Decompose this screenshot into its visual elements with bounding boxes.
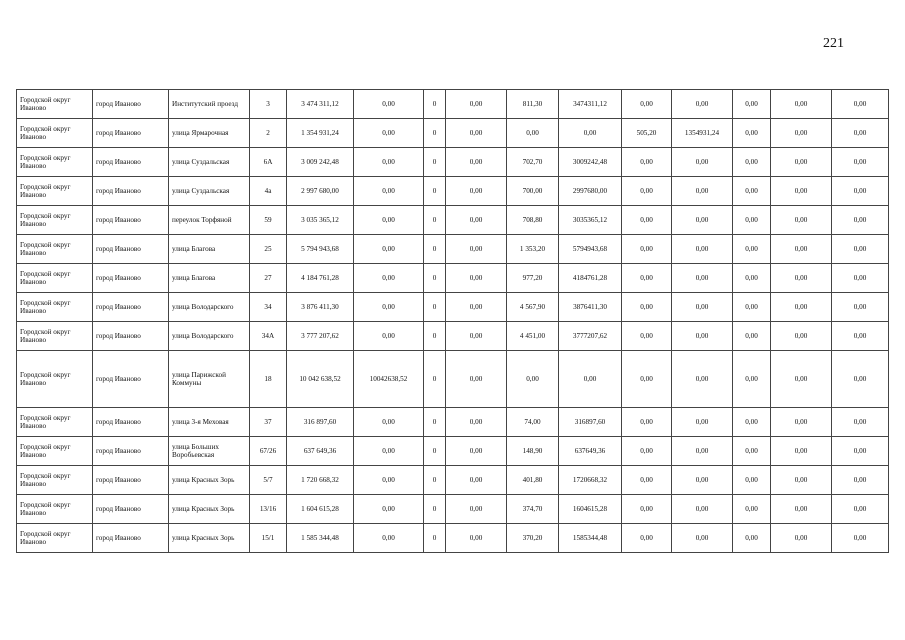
total-cost-cell: 637 649,36: [287, 437, 354, 466]
street-cell: улица Красных Зорь: [169, 495, 250, 524]
area-cell: 370,20: [507, 524, 559, 553]
value-cell: 0,00: [672, 322, 733, 351]
value-cell: 0,00: [771, 293, 832, 322]
area-cell: 0,00: [733, 408, 771, 437]
house-number-cell: 15/1: [250, 524, 287, 553]
value-cell: 0,00: [832, 466, 889, 495]
value-cell: 0,00: [446, 495, 507, 524]
value-cell: 0,00: [354, 119, 424, 148]
value-cell: 3474311,12: [559, 90, 622, 119]
value-cell: 0,00: [832, 206, 889, 235]
value-cell: 0,00: [771, 351, 832, 408]
house-number-cell: 59: [250, 206, 287, 235]
municipality-cell: Городской округ Иваново: [17, 148, 93, 177]
value-cell: 0,00: [771, 90, 832, 119]
value-cell: 0,00: [446, 206, 507, 235]
house-number-cell: 5/7: [250, 466, 287, 495]
area-cell: 0,00: [733, 119, 771, 148]
value-cell: 0,00: [446, 293, 507, 322]
area-cell: 74,00: [507, 408, 559, 437]
municipality-cell: Городской округ Иваново: [17, 351, 93, 408]
total-cost-cell: 3 009 242,48: [287, 148, 354, 177]
area-cell: 0,00: [622, 90, 672, 119]
area-cell: 0,00: [622, 206, 672, 235]
area-cell: 0,00: [733, 524, 771, 553]
street-cell: улица Красных Зорь: [169, 466, 250, 495]
settlement-cell: город Иваново: [93, 495, 169, 524]
value-cell: 0,00: [446, 408, 507, 437]
value-cell: 0,00: [771, 408, 832, 437]
area-cell: 0,00: [733, 177, 771, 206]
value-cell: 0,00: [832, 264, 889, 293]
area-cell: 0,00: [733, 437, 771, 466]
table-row: [17, 322, 889, 351]
table-row: [17, 235, 889, 264]
settlement-cell: город Иваново: [93, 524, 169, 553]
area-cell: 401,80: [507, 466, 559, 495]
value-cell: 0,00: [354, 408, 424, 437]
area-cell: 0,00: [733, 235, 771, 264]
area-cell: 0,00: [622, 235, 672, 264]
value-cell: 0,00: [446, 148, 507, 177]
table-row: [17, 148, 889, 177]
area-cell: 0,00: [622, 408, 672, 437]
value-cell: 0,00: [446, 235, 507, 264]
settlement-cell: город Иваново: [93, 437, 169, 466]
value-cell: 0,00: [672, 235, 733, 264]
settlement-cell: город Иваново: [93, 90, 169, 119]
street-cell: улица Суздальская: [169, 177, 250, 206]
value-cell: 0,00: [771, 235, 832, 264]
house-number-cell: 34А: [250, 322, 287, 351]
municipality-cell: Городской округ Иваново: [17, 322, 93, 351]
value-cell: 0,00: [446, 264, 507, 293]
value-cell: 10042638,52: [354, 351, 424, 408]
value-cell: 0,00: [771, 466, 832, 495]
table-row: [17, 90, 889, 119]
value-cell: 0,00: [771, 322, 832, 351]
value-cell: 0,00: [354, 322, 424, 351]
table-row: [17, 119, 889, 148]
value-cell: 3876411,30: [559, 293, 622, 322]
house-number-cell: 6А: [250, 148, 287, 177]
value-cell: 637649,36: [559, 437, 622, 466]
area-cell: 0,00: [507, 351, 559, 408]
value-cell: 0,00: [354, 495, 424, 524]
municipality-cell: Городской округ Иваново: [17, 495, 93, 524]
value-cell: 0,00: [672, 177, 733, 206]
table-row: [17, 437, 889, 466]
value-cell: 0,00: [672, 148, 733, 177]
registry-table: [16, 89, 889, 553]
value-cell: 0,00: [832, 235, 889, 264]
value-cell: 0,00: [559, 351, 622, 408]
count-cell: 0: [424, 408, 446, 437]
total-cost-cell: 3 876 411,30: [287, 293, 354, 322]
value-cell: 5794943,68: [559, 235, 622, 264]
settlement-cell: город Иваново: [93, 235, 169, 264]
area-cell: 505,20: [622, 119, 672, 148]
municipality-cell: Городской округ Иваново: [17, 293, 93, 322]
area-cell: 0,00: [733, 264, 771, 293]
value-cell: 0,00: [354, 466, 424, 495]
value-cell: 0,00: [446, 437, 507, 466]
area-cell: 977,20: [507, 264, 559, 293]
value-cell: 0,00: [832, 148, 889, 177]
total-cost-cell: 1 604 615,28: [287, 495, 354, 524]
table-row: [17, 293, 889, 322]
count-cell: 0: [424, 437, 446, 466]
street-cell: Институтский проезд: [169, 90, 250, 119]
total-cost-cell: 1 585 344,48: [287, 524, 354, 553]
count-cell: 0: [424, 495, 446, 524]
total-cost-cell: 3 474 311,12: [287, 90, 354, 119]
count-cell: 0: [424, 206, 446, 235]
area-cell: 374,70: [507, 495, 559, 524]
count-cell: 0: [424, 119, 446, 148]
house-number-cell: 13/16: [250, 495, 287, 524]
value-cell: 0,00: [672, 466, 733, 495]
table-row: [17, 466, 889, 495]
value-cell: 0,00: [672, 495, 733, 524]
area-cell: 0,00: [733, 495, 771, 524]
area-cell: 4 567,90: [507, 293, 559, 322]
street-cell: улица Володарского: [169, 293, 250, 322]
settlement-cell: город Иваново: [93, 408, 169, 437]
value-cell: 0,00: [672, 206, 733, 235]
value-cell: 0,00: [771, 177, 832, 206]
table-row: [17, 177, 889, 206]
value-cell: 0,00: [672, 264, 733, 293]
total-cost-cell: 3 035 365,12: [287, 206, 354, 235]
area-cell: 811,30: [507, 90, 559, 119]
street-cell: улица Красных Зорь: [169, 524, 250, 553]
municipality-cell: Городской округ Иваново: [17, 408, 93, 437]
value-cell: 0,00: [354, 235, 424, 264]
area-cell: 4 451,00: [507, 322, 559, 351]
area-cell: 0,00: [622, 495, 672, 524]
value-cell: 0,00: [832, 293, 889, 322]
value-cell: 0,00: [446, 466, 507, 495]
value-cell: 0,00: [446, 90, 507, 119]
table-row: [17, 351, 889, 408]
table-row: [17, 264, 889, 293]
count-cell: 0: [424, 466, 446, 495]
area-cell: 0,00: [622, 322, 672, 351]
value-cell: 0,00: [672, 524, 733, 553]
value-cell: 0,00: [672, 293, 733, 322]
area-cell: 0,00: [622, 351, 672, 408]
value-cell: 3009242,48: [559, 148, 622, 177]
value-cell: 0,00: [354, 264, 424, 293]
value-cell: 0,00: [559, 119, 622, 148]
settlement-cell: город Иваново: [93, 177, 169, 206]
count-cell: 0: [424, 351, 446, 408]
house-number-cell: 27: [250, 264, 287, 293]
value-cell: 1585344,48: [559, 524, 622, 553]
total-cost-cell: 1 720 668,32: [287, 466, 354, 495]
street-cell: улица 3-я Меховая: [169, 408, 250, 437]
value-cell: 0,00: [672, 351, 733, 408]
value-cell: 0,00: [354, 148, 424, 177]
page-number: 221: [823, 36, 844, 51]
house-number-cell: 18: [250, 351, 287, 408]
settlement-cell: город Иваново: [93, 322, 169, 351]
settlement-cell: город Иваново: [93, 351, 169, 408]
municipality-cell: Городской округ Иваново: [17, 466, 93, 495]
count-cell: 0: [424, 293, 446, 322]
table-row: [17, 408, 889, 437]
value-cell: 0,00: [832, 177, 889, 206]
street-cell: улица Благова: [169, 264, 250, 293]
area-cell: 708,80: [507, 206, 559, 235]
value-cell: 0,00: [832, 408, 889, 437]
value-cell: 1720668,32: [559, 466, 622, 495]
area-cell: 148,90: [507, 437, 559, 466]
settlement-cell: город Иваново: [93, 264, 169, 293]
count-cell: 0: [424, 148, 446, 177]
value-cell: 0,00: [771, 119, 832, 148]
registry-table-body: [17, 90, 889, 553]
house-number-cell: 4а: [250, 177, 287, 206]
value-cell: 0,00: [672, 408, 733, 437]
area-cell: 0,00: [622, 177, 672, 206]
value-cell: 0,00: [832, 322, 889, 351]
value-cell: 0,00: [832, 495, 889, 524]
area-cell: 0,00: [622, 148, 672, 177]
value-cell: 0,00: [672, 437, 733, 466]
value-cell: 0,00: [832, 437, 889, 466]
settlement-cell: город Иваново: [93, 119, 169, 148]
area-cell: 0,00: [733, 90, 771, 119]
value-cell: 0,00: [771, 495, 832, 524]
value-cell: 1354931,24: [672, 119, 733, 148]
house-number-cell: 34: [250, 293, 287, 322]
municipality-cell: Городской округ Иваново: [17, 177, 93, 206]
area-cell: 700,00: [507, 177, 559, 206]
count-cell: 0: [424, 90, 446, 119]
area-cell: 702,70: [507, 148, 559, 177]
house-number-cell: 25: [250, 235, 287, 264]
settlement-cell: город Иваново: [93, 148, 169, 177]
area-cell: 0,00: [733, 351, 771, 408]
count-cell: 0: [424, 235, 446, 264]
value-cell: 0,00: [672, 90, 733, 119]
value-cell: 0,00: [446, 322, 507, 351]
value-cell: 0,00: [771, 148, 832, 177]
house-number-cell: 3: [250, 90, 287, 119]
municipality-cell: Городской округ Иваново: [17, 235, 93, 264]
value-cell: 2997680,00: [559, 177, 622, 206]
area-cell: 0,00: [733, 293, 771, 322]
street-cell: улица Суздальская: [169, 148, 250, 177]
area-cell: 0,00: [733, 206, 771, 235]
count-cell: 0: [424, 322, 446, 351]
value-cell: 0,00: [771, 524, 832, 553]
house-number-cell: 37: [250, 408, 287, 437]
value-cell: 3035365,12: [559, 206, 622, 235]
value-cell: 0,00: [771, 264, 832, 293]
street-cell: улица Благова: [169, 235, 250, 264]
area-cell: 0,00: [622, 264, 672, 293]
street-cell: улица Парижской Коммуны: [169, 351, 250, 408]
value-cell: 0,00: [446, 524, 507, 553]
total-cost-cell: 5 794 943,68: [287, 235, 354, 264]
value-cell: 0,00: [354, 206, 424, 235]
area-cell: 0,00: [733, 466, 771, 495]
table-row: [17, 495, 889, 524]
municipality-cell: Городской округ Иваново: [17, 524, 93, 553]
house-number-cell: 67/26: [250, 437, 287, 466]
municipality-cell: Городской округ Иваново: [17, 437, 93, 466]
value-cell: 0,00: [446, 177, 507, 206]
house-number-cell: 2: [250, 119, 287, 148]
street-cell: улица Володарского: [169, 322, 250, 351]
value-cell: 1604615,28: [559, 495, 622, 524]
value-cell: 0,00: [832, 90, 889, 119]
value-cell: 0,00: [354, 437, 424, 466]
settlement-cell: город Иваново: [93, 206, 169, 235]
area-cell: 0,00: [507, 119, 559, 148]
street-cell: улица Больших Воробьевская: [169, 437, 250, 466]
municipality-cell: Городской округ Иваново: [17, 119, 93, 148]
value-cell: 316897,60: [559, 408, 622, 437]
count-cell: 0: [424, 264, 446, 293]
area-cell: 0,00: [622, 293, 672, 322]
area-cell: 1 353,20: [507, 235, 559, 264]
count-cell: 0: [424, 524, 446, 553]
municipality-cell: Городской округ Иваново: [17, 90, 93, 119]
value-cell: 0,00: [354, 177, 424, 206]
count-cell: 0: [424, 177, 446, 206]
value-cell: 0,00: [354, 90, 424, 119]
area-cell: 0,00: [622, 437, 672, 466]
value-cell: 0,00: [771, 437, 832, 466]
total-cost-cell: 10 042 638,52: [287, 351, 354, 408]
table-row: [17, 206, 889, 235]
street-cell: улица Ярмарочная: [169, 119, 250, 148]
value-cell: 0,00: [354, 524, 424, 553]
area-cell: 0,00: [622, 466, 672, 495]
municipality-cell: Городской округ Иваново: [17, 206, 93, 235]
table-row: [17, 524, 889, 553]
municipality-cell: Городской округ Иваново: [17, 264, 93, 293]
total-cost-cell: 1 354 931,24: [287, 119, 354, 148]
settlement-cell: город Иваново: [93, 466, 169, 495]
area-cell: 0,00: [622, 524, 672, 553]
street-cell: переулок Торфяной: [169, 206, 250, 235]
value-cell: 0,00: [832, 351, 889, 408]
area-cell: 0,00: [733, 322, 771, 351]
value-cell: 3777207,62: [559, 322, 622, 351]
total-cost-cell: 4 184 761,28: [287, 264, 354, 293]
value-cell: 0,00: [771, 206, 832, 235]
total-cost-cell: 3 777 207,62: [287, 322, 354, 351]
value-cell: 0,00: [446, 119, 507, 148]
value-cell: 0,00: [832, 524, 889, 553]
value-cell: 0,00: [832, 119, 889, 148]
area-cell: 0,00: [733, 148, 771, 177]
total-cost-cell: 2 997 680,00: [287, 177, 354, 206]
settlement-cell: город Иваново: [93, 293, 169, 322]
value-cell: 4184761,28: [559, 264, 622, 293]
value-cell: 0,00: [446, 351, 507, 408]
value-cell: 0,00: [354, 293, 424, 322]
total-cost-cell: 316 897,60: [287, 408, 354, 437]
